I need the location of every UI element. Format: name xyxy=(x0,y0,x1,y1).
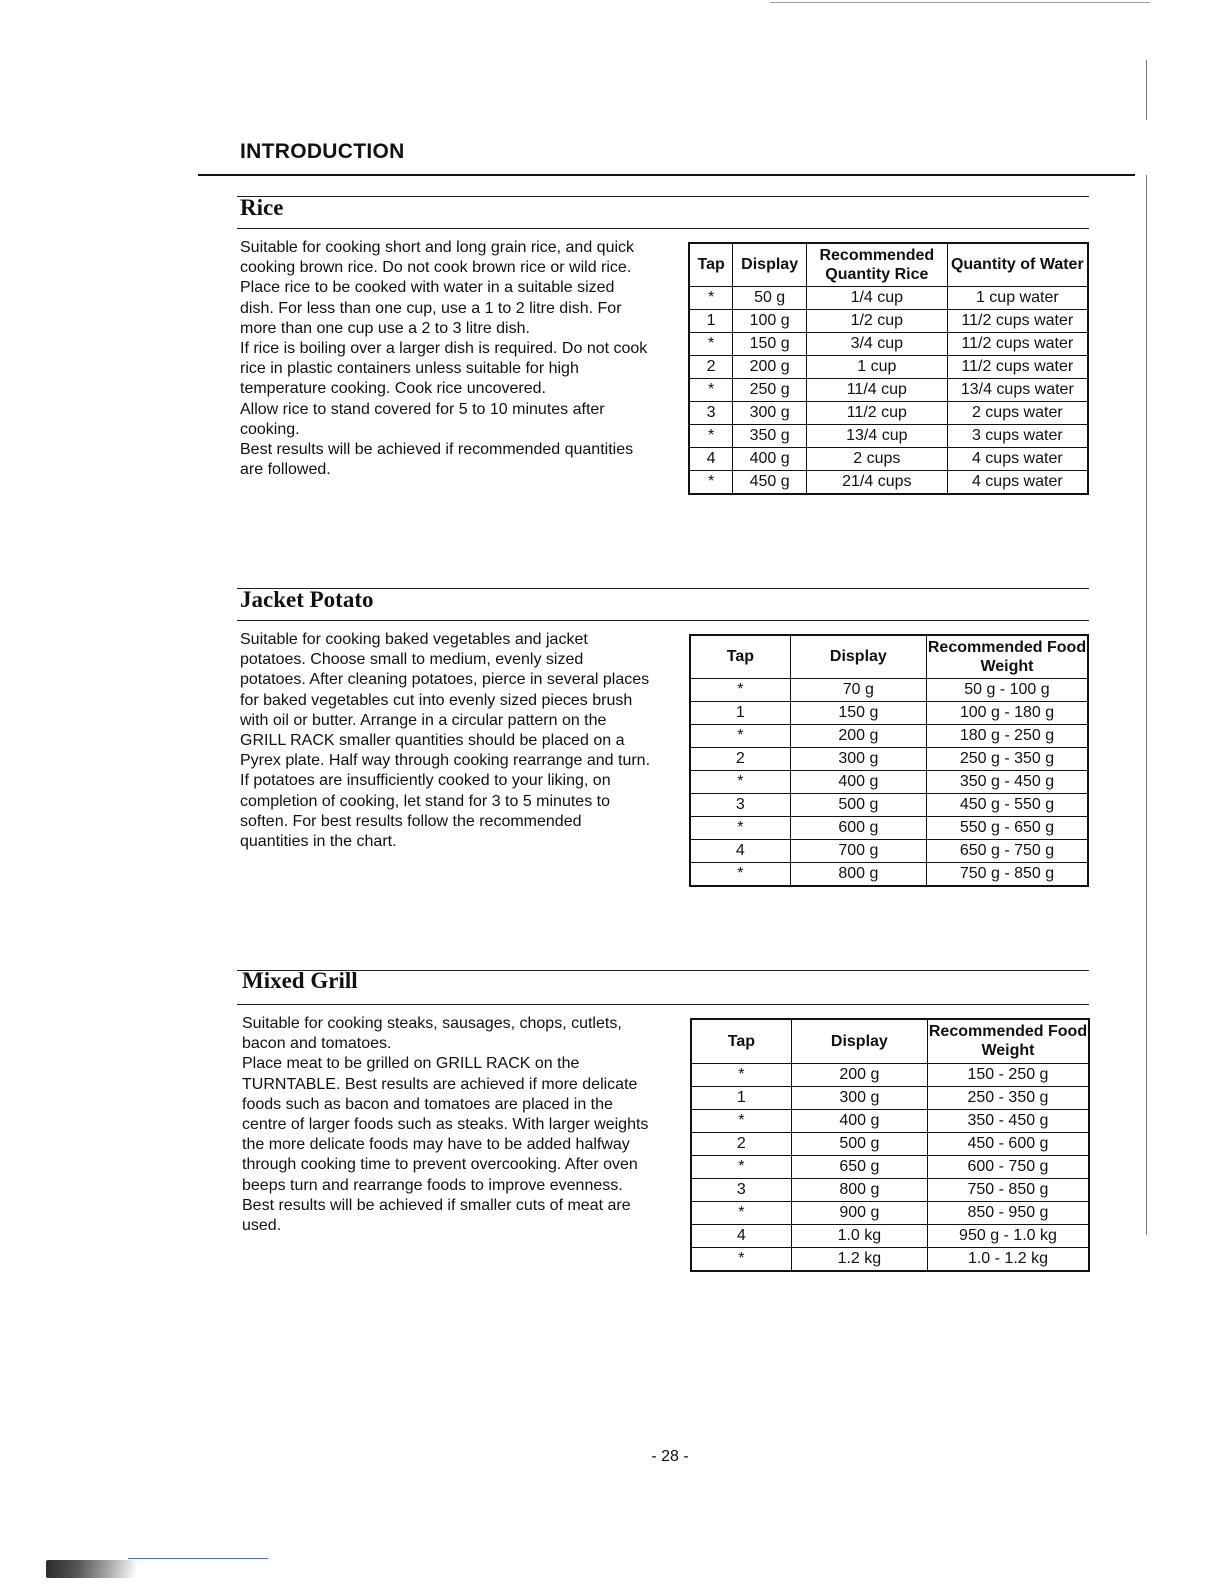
table-cell: 600 - 750 g xyxy=(927,1155,1089,1178)
table-cell: 300 g xyxy=(733,401,807,424)
table-cell: 250 g xyxy=(733,378,807,401)
scan-edge-line xyxy=(128,1558,268,1559)
page-title: INTRODUCTION xyxy=(240,140,405,163)
table-cell: 400 g xyxy=(791,1109,927,1132)
table-row xyxy=(690,793,1088,816)
jacket-potato-description xyxy=(240,630,652,852)
rice-paragraph: Suitable for cooking short and long grain rice, and quick cooking brown rice. Do not cook brown rice or wild rice. xyxy=(240,239,635,277)
table-row xyxy=(689,286,1088,309)
section-rule xyxy=(237,196,1089,197)
mixed-grill-paragraph: Suitable for cooking steaks, sausages, chops, cutlets, bacon and tomatoes. xyxy=(242,1015,622,1053)
table-cell: 100 g - 180 g xyxy=(926,701,1088,724)
table-cell: 1/4 cup xyxy=(807,286,948,309)
mixed-grill-paragraph: Best results will be achieved if smaller cuts of meat are used. xyxy=(242,1196,631,1235)
margin-rule xyxy=(1146,175,1147,1235)
table-cell: 4 cups water xyxy=(947,447,1088,470)
table-cell: 100 g xyxy=(733,309,807,332)
section-title-rice: Rice xyxy=(240,195,284,220)
table-cell: 11/2 cups water xyxy=(947,332,1088,355)
table-cell: * xyxy=(689,424,733,447)
table-cell: * xyxy=(691,1063,791,1086)
table-cell: 200 g xyxy=(790,724,926,747)
table-cell: 2 cups xyxy=(807,447,948,470)
table-cell: 2 xyxy=(690,747,790,770)
table-cell: 11/2 cups water xyxy=(947,309,1088,332)
table-cell: 150 g xyxy=(790,701,926,724)
scan-edge-line xyxy=(770,2,1150,3)
table-cell: * xyxy=(691,1109,791,1132)
table-row xyxy=(690,770,1088,793)
table-cell: 450 g - 550 g xyxy=(926,793,1088,816)
table-cell: * xyxy=(689,332,733,355)
table-cell: * xyxy=(689,286,733,309)
table-cell: * xyxy=(689,470,733,494)
table-cell: * xyxy=(691,1155,791,1178)
rice-description xyxy=(240,238,652,480)
table-cell: 21/4 cups xyxy=(807,470,948,494)
table-cell: 11/2 cups water xyxy=(947,355,1088,378)
table-cell: 1 xyxy=(689,309,733,332)
column-header: Recommended Food Weight xyxy=(926,635,1088,678)
table-row xyxy=(691,1109,1089,1132)
table-cell: 3 xyxy=(690,793,790,816)
table-cell: 300 g xyxy=(790,747,926,770)
column-header: Display xyxy=(790,635,926,678)
table-cell: 70 g xyxy=(790,678,926,701)
table-cell: 1 cup xyxy=(807,355,948,378)
table-cell: 450 - 600 g xyxy=(927,1132,1089,1155)
table-row xyxy=(689,355,1088,378)
table-row xyxy=(690,839,1088,862)
jacket-potato-paragraph: Suitable for cooking baked vegetables and jacket potatoes. Choose small to medium, evenly sized potatoes. After cleaning potatoes, pierce in several places for baked vegetables cut into evenly sized pieces brush with oil or butter. Arrange in a circular pattern on the GRILL RACK smaller quantities should be placed on a Pyrex plate. Half way through cooking rearrange and turn. If potatoes are insufficiently cooked to your liking, on completion of cooking, let stand for 3 to 5 minutes to soften. For best results follow the recommended quantities in the chart. xyxy=(240,631,651,851)
table-cell: * xyxy=(691,1201,791,1224)
table-cell: 11/2 cup xyxy=(807,401,948,424)
table-row xyxy=(691,1224,1089,1247)
column-header: Display xyxy=(733,243,807,286)
rice-paragraph: Best results will be achieved if recommended quantities are followed. xyxy=(240,441,634,479)
table-cell: * xyxy=(689,378,733,401)
table-cell: 300 g xyxy=(791,1086,927,1109)
table-cell: 900 g xyxy=(791,1201,927,1224)
section-rule xyxy=(237,228,1089,229)
column-header: Tap xyxy=(689,243,733,286)
table-cell: 350 - 450 g xyxy=(927,1109,1089,1132)
table-cell: 4 xyxy=(691,1224,791,1247)
table-cell: 3 xyxy=(689,401,733,424)
page-number: - 28 - xyxy=(651,1448,689,1465)
table-cell: 1 xyxy=(691,1086,791,1109)
table-cell: 1 xyxy=(690,701,790,724)
table-cell: 1/2 cup xyxy=(807,309,948,332)
table-cell: 850 - 950 g xyxy=(927,1201,1089,1224)
table-row xyxy=(690,862,1088,886)
column-header: Display xyxy=(791,1019,927,1063)
table-row xyxy=(689,447,1088,470)
table-row xyxy=(691,1155,1089,1178)
rice-paragraph: Allow rice to stand covered for 5 to 10 minutes after cooking. xyxy=(240,400,605,438)
table-cell: 3 cups water xyxy=(947,424,1088,447)
table-cell: 250 g - 350 g xyxy=(926,747,1088,770)
table-cell: 3 xyxy=(691,1178,791,1201)
table-cell: 4 xyxy=(689,447,733,470)
table-cell: 500 g xyxy=(791,1132,927,1155)
column-header: Quantity of Water xyxy=(947,243,1088,286)
table-cell: 2 xyxy=(691,1132,791,1155)
table-row xyxy=(689,470,1088,494)
rice-paragraph: If rice is boiling over a larger dish is required. Do not cook rice in plastic containers unless suitable for high temperature cooking. Cook rice uncovered. xyxy=(240,340,648,398)
table-cell: 2 xyxy=(689,355,733,378)
table-cell: 11/4 cup xyxy=(807,378,948,401)
table-cell: 13/4 cup xyxy=(807,424,948,447)
table-cell: 250 - 350 g xyxy=(927,1086,1089,1109)
jacket-potato-chart-table xyxy=(689,634,1089,887)
table-cell: 950 g - 1.0 kg xyxy=(927,1224,1089,1247)
table-cell: 350 g xyxy=(733,424,807,447)
table-row xyxy=(690,701,1088,724)
scan-smudge xyxy=(46,1560,136,1578)
table-cell: * xyxy=(690,816,790,839)
table-cell: 600 g xyxy=(790,816,926,839)
table-cell: 400 g xyxy=(790,770,926,793)
table-cell: * xyxy=(690,770,790,793)
column-header: Recommended Food Weight xyxy=(927,1019,1089,1063)
rice-paragraph: Place rice to be cooked with water in a suitable sized dish. For less than one cup, use a 1 to 2 litre dish. For more than one cup use a 2 to 3 litre dish. xyxy=(240,279,622,337)
table-cell: 750 g - 850 g xyxy=(926,862,1088,886)
table-cell: 150 - 250 g xyxy=(927,1063,1089,1086)
table-cell: 450 g xyxy=(733,470,807,494)
mixed-grill-description xyxy=(242,1014,654,1236)
table-cell: 650 g - 750 g xyxy=(926,839,1088,862)
table-cell: 3/4 cup xyxy=(807,332,948,355)
table-row xyxy=(691,1178,1089,1201)
section-title-jacket-potato: Jacket Potato xyxy=(240,587,374,612)
table-cell: 750 - 850 g xyxy=(927,1178,1089,1201)
section-title-mixed-grill: Mixed Grill xyxy=(242,968,358,993)
table-cell: 1.0 kg xyxy=(791,1224,927,1247)
table-cell: 500 g xyxy=(790,793,926,816)
table-row xyxy=(690,816,1088,839)
table-cell: * xyxy=(690,724,790,747)
mixed-grill-paragraph: Place meat to be grilled on GRILL RACK on the TURNTABLE. Best results are achieved if more delicate foods such as bacon and tomatoes are placed in the centre of larger foods such as steaks. With larger weights the more delicate foods may have to be added halfway through cooking time to prevent overcooking. After oven beeps turn and rearrange foods to improve evenness. xyxy=(242,1055,649,1194)
table-row xyxy=(691,1063,1089,1086)
table-cell: 350 g - 450 g xyxy=(926,770,1088,793)
table-cell: 200 g xyxy=(791,1063,927,1086)
table-row xyxy=(691,1247,1089,1271)
table-row xyxy=(690,678,1088,701)
table-row xyxy=(689,332,1088,355)
rice-chart-table xyxy=(688,242,1089,495)
table-cell: 2 cups water xyxy=(947,401,1088,424)
table-cell: 800 g xyxy=(791,1178,927,1201)
section-rule xyxy=(237,970,1089,971)
section-rule xyxy=(237,620,1089,621)
table-cell: 150 g xyxy=(733,332,807,355)
table-row xyxy=(691,1201,1089,1224)
table-cell: 800 g xyxy=(790,862,926,886)
table-cell: 700 g xyxy=(790,839,926,862)
table-row xyxy=(689,378,1088,401)
table-cell: 4 xyxy=(690,839,790,862)
table-cell: 13/4 cups water xyxy=(947,378,1088,401)
table-cell: 400 g xyxy=(733,447,807,470)
table-cell: * xyxy=(690,862,790,886)
table-cell: 1 cup water xyxy=(947,286,1088,309)
table-row xyxy=(691,1086,1089,1109)
table-cell: 4 cups water xyxy=(947,470,1088,494)
table-cell: * xyxy=(691,1247,791,1271)
table-cell: 180 g - 250 g xyxy=(926,724,1088,747)
table-row xyxy=(690,747,1088,770)
section-rule xyxy=(237,1004,1089,1005)
mixed-grill-chart-table xyxy=(690,1018,1090,1272)
table-cell: 1.0 - 1.2 kg xyxy=(927,1247,1089,1271)
table-row xyxy=(691,1132,1089,1155)
table-cell: 650 g xyxy=(791,1155,927,1178)
table-cell: * xyxy=(690,678,790,701)
margin-rule xyxy=(1146,60,1147,120)
table-cell: 1.2 kg xyxy=(791,1247,927,1271)
table-cell: 550 g - 650 g xyxy=(926,816,1088,839)
table-cell: 50 g xyxy=(733,286,807,309)
column-header: Tap xyxy=(690,635,790,678)
table-row xyxy=(689,424,1088,447)
column-header: Tap xyxy=(691,1019,791,1063)
table-row xyxy=(689,309,1088,332)
table-row xyxy=(689,401,1088,424)
table-cell: 200 g xyxy=(733,355,807,378)
title-rule xyxy=(198,174,1135,176)
column-header: Recommended Quantity Rice xyxy=(807,243,948,286)
table-row xyxy=(690,724,1088,747)
table-cell: 50 g - 100 g xyxy=(926,678,1088,701)
